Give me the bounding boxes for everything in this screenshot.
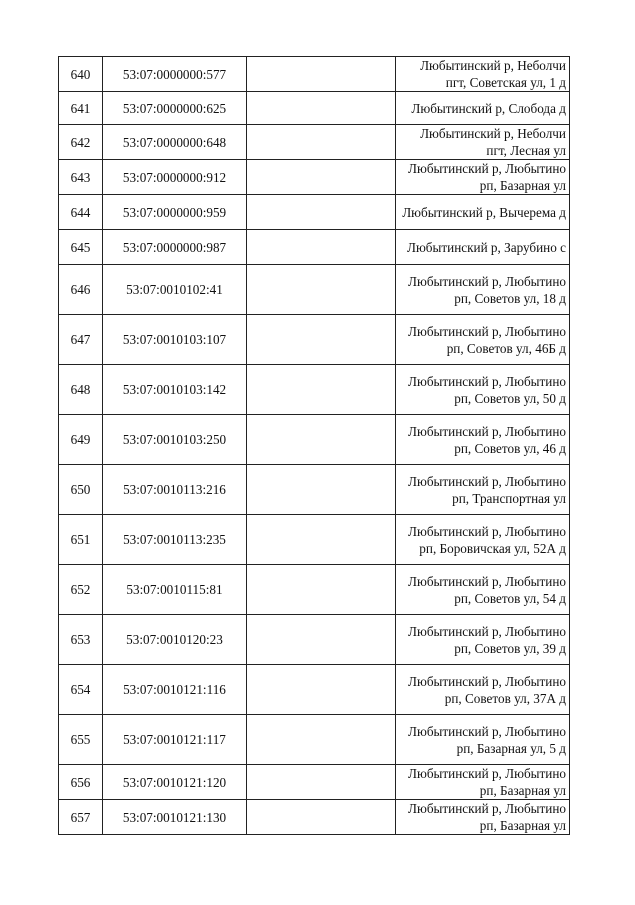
table-row <box>59 415 570 465</box>
cadastral-number: 53:07:0010121:120 <box>103 765 247 800</box>
cadastral-number: 53:07:0010121:117 <box>103 715 247 765</box>
address-line: Любытинский р, Любытино <box>408 473 566 489</box>
address-line: Любытинский р, Любытино <box>408 673 566 689</box>
address-line: Любытинский р, Зарубино с <box>407 239 566 255</box>
cadastral-number: 53:07:0000000:648 <box>103 125 247 160</box>
address-line: рп, Базарная ул, 5 д <box>456 740 566 756</box>
address-cell <box>396 365 570 415</box>
address-line: Любытинский р, Любытино <box>408 523 566 539</box>
empty-cell <box>247 265 396 315</box>
table-row <box>59 195 570 230</box>
row-number: 652 <box>59 565 103 615</box>
table-row <box>59 800 570 835</box>
cadastral-number: 53:07:0000000:912 <box>103 160 247 195</box>
address-line: рп, Советов ул, 54 д <box>454 590 566 606</box>
cadastral-number: 53:07:0010115:81 <box>103 565 247 615</box>
address-line: Любытинский р, Любытино <box>408 423 566 439</box>
address-line: Любытинский р, Неболчи <box>420 58 566 73</box>
address-line: Любытинский р, Любытино <box>408 723 566 739</box>
address-line: Любытинский р, Любытино <box>408 161 566 176</box>
registry-table-body <box>59 57 570 835</box>
address-cell <box>396 715 570 765</box>
address-cell <box>396 315 570 365</box>
address-line: рп, Базарная ул <box>479 783 566 798</box>
address-cell <box>396 515 570 565</box>
address-line: рп, Советов ул, 39 д <box>454 640 566 656</box>
row-number: 656 <box>59 765 103 800</box>
address-line: пгт, Советская ул, 1 д <box>445 75 566 90</box>
address-cell <box>396 230 570 265</box>
row-number: 643 <box>59 160 103 195</box>
address-cell <box>396 195 570 230</box>
address-line: пгт, Лесная ул <box>486 143 566 158</box>
address-line: рп, Советов ул, 18 д <box>454 290 566 306</box>
empty-cell <box>247 800 396 835</box>
address-line: Любытинский р, Неболчи <box>420 126 566 141</box>
row-number: 649 <box>59 415 103 465</box>
cadastral-number: 53:07:0000000:625 <box>103 92 247 125</box>
cadastral-number: 53:07:0010102:41 <box>103 265 247 315</box>
address-line: Любытинский р, Любытино <box>408 766 566 781</box>
address-line: рп, Базарная ул <box>479 178 566 193</box>
cadastral-number: 53:07:0010113:235 <box>103 515 247 565</box>
table-row <box>59 92 570 125</box>
empty-cell <box>247 515 396 565</box>
address-cell <box>396 565 570 615</box>
empty-cell <box>247 315 396 365</box>
cadastral-number: 53:07:0000000:577 <box>103 57 247 92</box>
cadastral-number: 53:07:0000000:987 <box>103 230 247 265</box>
row-number: 655 <box>59 715 103 765</box>
address-line: Любытинский р, Любытино <box>408 273 566 289</box>
row-number: 657 <box>59 800 103 835</box>
address-cell <box>396 800 570 835</box>
address-cell <box>396 765 570 800</box>
address-line: Любытинский р, Любытино <box>408 323 566 339</box>
row-number: 651 <box>59 515 103 565</box>
address-cell <box>396 92 570 125</box>
address-cell <box>396 125 570 160</box>
table-row <box>59 515 570 565</box>
cadastral-number: 53:07:0010121:116 <box>103 665 247 715</box>
row-number: 642 <box>59 125 103 160</box>
empty-cell <box>247 57 396 92</box>
address-line: рп, Советов ул, 37А д <box>444 690 566 706</box>
empty-cell <box>247 365 396 415</box>
table-row <box>59 315 570 365</box>
empty-cell <box>247 125 396 160</box>
address-cell <box>396 415 570 465</box>
cadastral-number: 53:07:0010120:23 <box>103 615 247 665</box>
address-cell <box>396 265 570 315</box>
empty-cell <box>247 565 396 615</box>
row-number: 654 <box>59 665 103 715</box>
address-line: Любытинский р, Любытино <box>408 623 566 639</box>
address-line: рп, Советов ул, 46 д <box>454 440 566 456</box>
empty-cell <box>247 765 396 800</box>
address-cell <box>396 57 570 92</box>
address-line: Любытинский р, Вычерема д <box>402 204 566 220</box>
cadastral-number: 53:07:0000000:959 <box>103 195 247 230</box>
table-row <box>59 160 570 195</box>
cadastral-number: 53:07:0010113:216 <box>103 465 247 515</box>
row-number: 646 <box>59 265 103 315</box>
registry-table <box>58 56 570 835</box>
row-number: 644 <box>59 195 103 230</box>
address-line: рп, Советов ул, 50 д <box>454 390 566 406</box>
table-row <box>59 125 570 160</box>
table-row <box>59 465 570 515</box>
empty-cell <box>247 465 396 515</box>
address-line: рп, Советов ул, 46Б д <box>446 340 566 356</box>
table-row <box>59 57 570 92</box>
table-row <box>59 615 570 665</box>
cadastral-number: 53:07:0010103:250 <box>103 415 247 465</box>
empty-cell <box>247 92 396 125</box>
empty-cell <box>247 160 396 195</box>
empty-cell <box>247 230 396 265</box>
address-line: Любытинский р, Слобода д <box>411 100 566 116</box>
address-line: Любытинский р, Любытино <box>408 373 566 389</box>
address-line: Любытинский р, Любытино <box>408 801 566 816</box>
address-cell <box>396 465 570 515</box>
row-number: 653 <box>59 615 103 665</box>
table-row <box>59 230 570 265</box>
row-number: 641 <box>59 92 103 125</box>
row-number: 648 <box>59 365 103 415</box>
cadastral-number: 53:07:0010103:107 <box>103 315 247 365</box>
empty-cell <box>247 665 396 715</box>
address-line: Любытинский р, Любытино <box>408 573 566 589</box>
address-line: рп, Боровичская ул, 52А д <box>419 540 566 556</box>
cadastral-number: 53:07:0010121:130 <box>103 800 247 835</box>
empty-cell <box>247 715 396 765</box>
table-row <box>59 715 570 765</box>
address-line: рп, Транспортная ул <box>452 490 566 506</box>
table-row <box>59 365 570 415</box>
row-number: 645 <box>59 230 103 265</box>
cadastral-number: 53:07:0010103:142 <box>103 365 247 415</box>
empty-cell <box>247 615 396 665</box>
row-number: 640 <box>59 57 103 92</box>
address-cell <box>396 160 570 195</box>
table-row <box>59 265 570 315</box>
address-line: рп, Базарная ул <box>479 818 566 833</box>
address-cell <box>396 615 570 665</box>
row-number: 647 <box>59 315 103 365</box>
empty-cell <box>247 195 396 230</box>
address-cell <box>396 665 570 715</box>
table-row <box>59 765 570 800</box>
empty-cell <box>247 415 396 465</box>
table-row <box>59 565 570 615</box>
row-number: 650 <box>59 465 103 515</box>
table-row <box>59 665 570 715</box>
